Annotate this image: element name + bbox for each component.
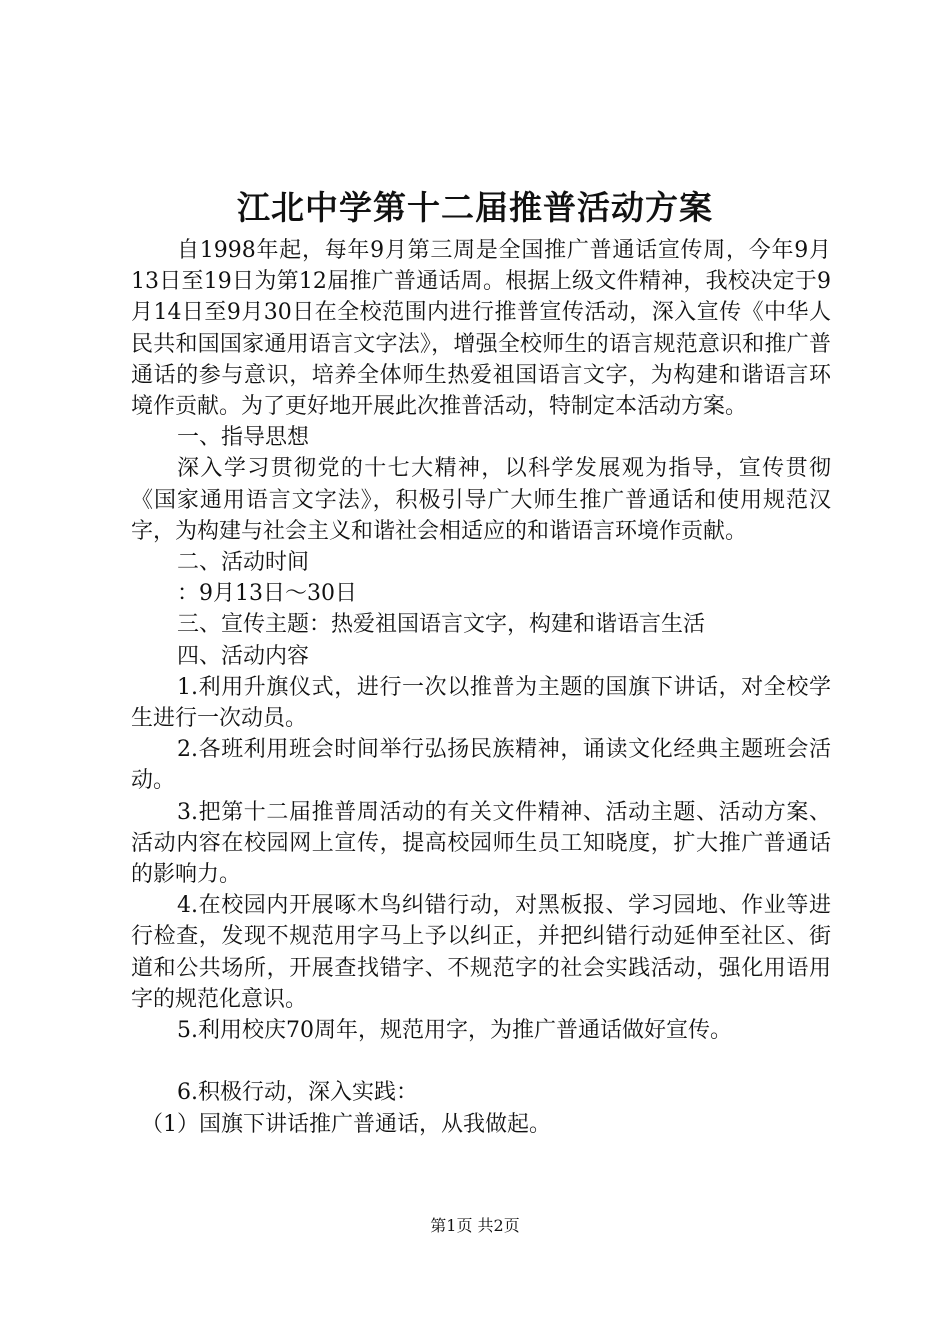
content-subitem-1: （1）国旗下讲话推广普通话，从我做起。 — [141, 1111, 551, 1137]
content-item-2: 2.各班利用班会时间举行弘扬民族精神，诵读文化经典主题班会活动。 — [131, 737, 831, 794]
content-item-4: 4.在校园内开展啄木鸟纠错行动，对黑板报、学习园地、作业等进行检查，发现不规范用字马上予以纠正，并把纠错行动延伸至社区、街道和公共场所，开展查找错字、不规范字的社会实践活动，强化用语用字的规范化意识。 — [131, 893, 831, 1012]
document-body — [131, 235, 831, 1140]
intro-paragraph: 自1998年起，每年9月第三周是全国推广普通话宣传周，今年9月13日至19日为第12届推广普通话周。根据上级文件精神，我校决定于9月14日至9月30日在全校范围内进行推普宣传活动，深入宣传《中华人民共和国国家通用语言文字法》，增强全校师生的语言规范意识和推广普通话的参与意识，培养全体师生热爱祖国语言文字，为构建和谐语言环境作贡献。为了更好地开展此次推普活动，特制定本活动方案。 — [131, 238, 831, 420]
section-heading-guidance: 一、指导思想 — [177, 425, 310, 451]
time-paragraph: ：9月13日～30日 — [177, 581, 357, 607]
content-item-3: 3.把第十二届推普周活动的有关文件精神、活动主题、活动方案、活动内容在校园网上宣传，提高校园师生员工知晓度，扩大推广普通话的影响力。 — [131, 799, 831, 888]
guidance-paragraph: 深入学习贯彻党的十七大精神，以科学发展观为指导，宣传贯彻《国家通用语言文字法》，积极引导广大师生推广普通话和使用规范汉字，为构建与社会主义和谐社会相适应的和谐语言环境作贡献。 — [131, 456, 831, 544]
blank-line — [131, 1046, 831, 1077]
content-item-6: 6.积极行动，深入实践： — [177, 1080, 418, 1106]
section-heading-theme: 三、宣传主题：热爱祖国语言文字，构建和谐语言生活 — [177, 612, 706, 638]
section-heading-content: 四、活动内容 — [177, 643, 310, 669]
content-item-5: 5.利用校庆70周年，规范用字，为推广普通话做好宣传。 — [177, 1018, 732, 1044]
content-item-1: 1.利用升旗仪式，进行一次以推普为主题的国旗下讲话，对全校学生进行一次动员。 — [131, 674, 831, 732]
section-heading-time: 二、活动时间 — [177, 550, 310, 576]
page-footer: 第1页 共2页 — [430, 1216, 520, 1235]
document-title: 江北中学第十二届推普活动方案 — [237, 188, 713, 227]
